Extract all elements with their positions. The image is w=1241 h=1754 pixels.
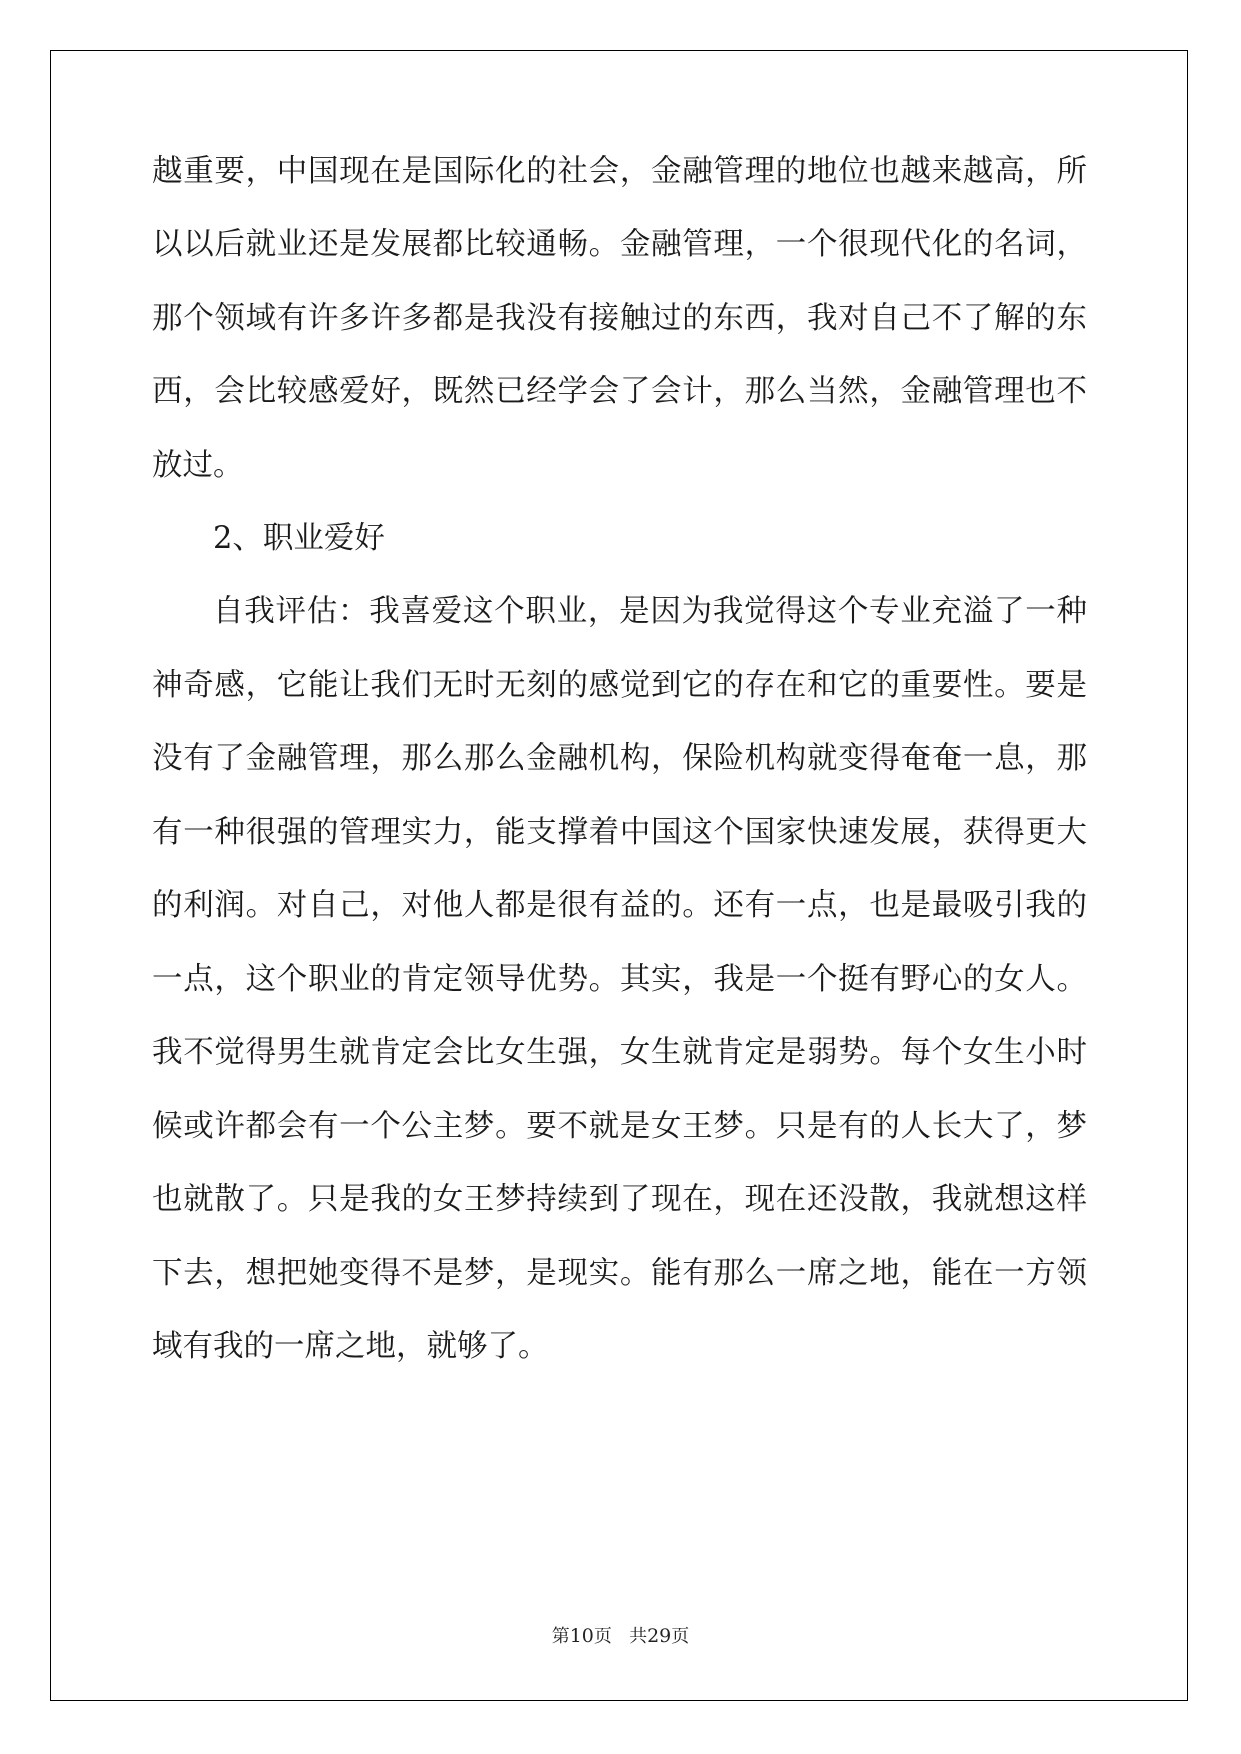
paragraph-first-line: 自我评估：我喜爱这个职业，是因为我觉得这个专业充溢了一种 [213, 594, 1087, 629]
section-heading: 2、职业爱好 [213, 521, 385, 556]
body-line: 的利润。对自己，对他人都是很有益的。还有一点，也是最吸引我的 [152, 888, 1087, 923]
body-line: 西，会比较感爱好，既然已经学会了会计，那么当然，金融管理也不 [152, 374, 1087, 409]
page-number: 10 [569, 1625, 594, 1647]
body-line: 那个领域有许多许多都是我没有接触过的东西，我对自己不了解的东 [152, 301, 1087, 336]
body-line: 有一种很强的管理实力，能支撑着中国这个国家快速发展，获得更大 [152, 815, 1087, 850]
body-line: 神奇感，它能让我们无时无刻的感觉到它的存在和它的重要性。要是 [152, 668, 1087, 703]
page-border [50, 50, 1188, 1701]
footer-prefix: 第 [551, 1626, 570, 1647]
footer-page-suffix: 页 [593, 1626, 612, 1647]
total-pages: 29 [647, 1625, 672, 1647]
body-line: 放过。 [152, 448, 244, 483]
body-line: 一点，这个职业的肯定领导优势。其实，我是一个挺有野心的女人。 [152, 962, 1087, 997]
body-line: 候或许都会有一个公主梦。要不就是女王梦。只是有的人长大了，梦 [152, 1109, 1087, 1144]
body-line: 也就散了。只是我的女王梦持续到了现在，现在还没散，我就想这样 [152, 1182, 1087, 1217]
body-line: 以以后就业还是发展都比较通畅。金融管理，一个很现代化的名词， [152, 227, 1087, 262]
body-line: 下去，想把她变得不是梦，是现实。能有那么一席之地，能在一方领 [152, 1256, 1087, 1291]
body-line: 没有了金融管理，那么那么金融机构，保险机构就变得奄奄一息，那 [152, 741, 1087, 776]
body-line: 域有我的一席之地，就够了。 [152, 1329, 549, 1364]
page-footer [0, 1622, 1241, 1648]
footer-total-prefix: 共 [629, 1626, 648, 1647]
body-line: 我不觉得男生就肯定会比女生强，女生就肯定是弱势。每个女生小时 [152, 1035, 1087, 1070]
footer-total-suffix: 页 [671, 1626, 690, 1647]
body-line: 越重要，中国现在是国际化的社会，金融管理的地位也越来越高，所 [152, 154, 1087, 189]
